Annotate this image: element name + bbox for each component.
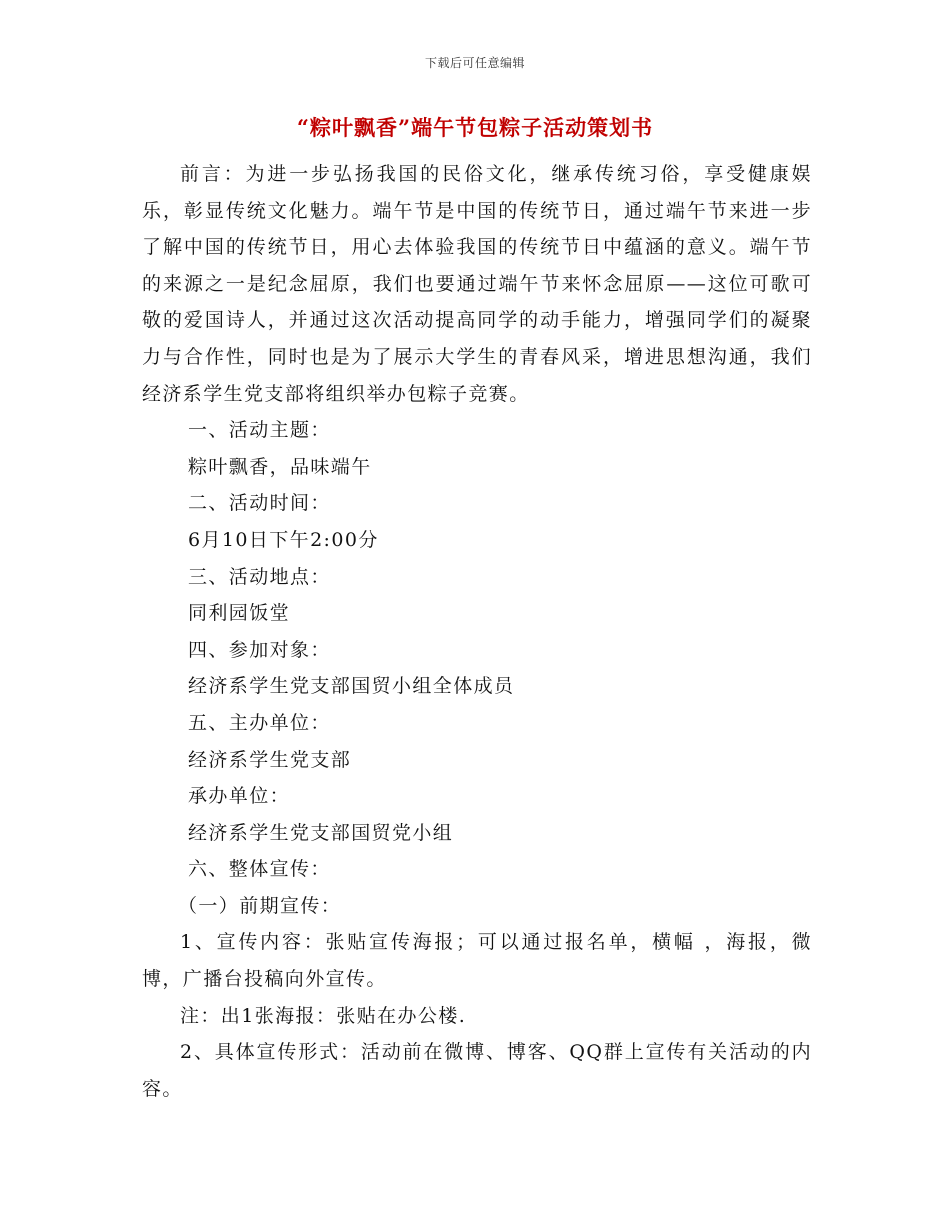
participants-value: 经济系学生党支部国贸小组全体成员 (188, 675, 515, 698)
host-heading: 五、主办单位： (188, 711, 331, 734)
preface-paragraph: 前言：为进一步弘扬我国的民俗文化，继承传统习俗，享受健康娱乐，彰显传统文化魅力。端午节是中国的传统节日，通过端午节来进一步了解中国的传统节日，用心去体验我国的传统节日中蕴涵的意义。端午节的来源之一是纪念屈原，我们也要通过端午节来怀念屈原——这位可歌可敬的爱国诗人，并通过这次活动提高同学的动手能力，增强同学们的凝聚力与合作性，同时也是为了展示大学生的青春风采，增进思想沟通，我们经济系学生党支部将组织举办包粽子竞赛。 (142, 163, 812, 405)
place-heading: 三、活动地点： (188, 565, 331, 588)
publicity-note: 注：出1张海报：张贴在办公楼. (180, 1004, 467, 1027)
document-title: “粽叶飘香”端午节包粽子活动策划书 (296, 115, 654, 140)
document-body (142, 156, 812, 1107)
page-header-note: 下载后可任意编辑 (424, 56, 525, 70)
publicity-sub-heading: （一）前期宣传： (178, 894, 342, 917)
publicity-item-1: 1、宣传内容：张贴宣传海报；可以通过报名单，横幅 ，海报，微博，广播台投稿向外宣传。 (142, 931, 812, 991)
publicity-item-2: 2、具体宣传形式：活动前在微博、博客、QQ群上宣传有关活动的内容。 (142, 1041, 812, 1100)
place-value: 同利园饭堂 (188, 602, 291, 625)
time-heading: 二、活动时间： (188, 492, 331, 515)
theme-value: 粽叶飘香，品味端午 (188, 455, 372, 478)
organizer-value: 经济系学生党支部国贸党小组 (188, 821, 454, 844)
theme-heading: 一、活动主题： (188, 419, 331, 442)
time-value: 6月10日下午2:00分 (188, 528, 379, 551)
organizer-heading: 承办单位： (188, 785, 291, 808)
host-value: 经济系学生党支部 (188, 748, 352, 771)
participants-heading: 四、参加对象： (188, 638, 331, 661)
publicity-heading: 六、整体宣传： (188, 858, 331, 881)
